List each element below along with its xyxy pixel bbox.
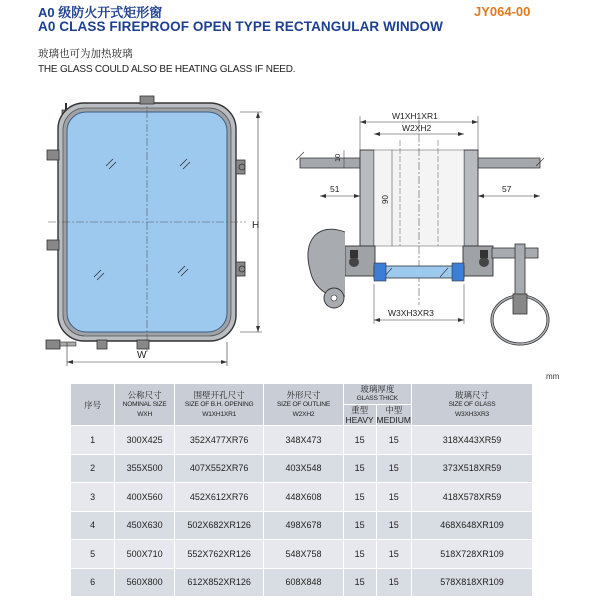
cell-heavy: 15 xyxy=(343,511,376,540)
dim-10: 10 xyxy=(333,153,342,162)
header-nominal-en: NOMINAL SIZE xyxy=(122,400,167,408)
header-no: 序号 xyxy=(71,384,115,426)
cell-outline: 498X678 xyxy=(264,511,343,540)
spec-table xyxy=(70,383,533,597)
cell-nominal: 355X500 xyxy=(115,454,175,483)
table-row xyxy=(71,426,533,455)
model-code: JY064-00 xyxy=(474,4,531,19)
title-en: A0 CLASS FIREPROOF OPEN TYPE RECTANGULAR WINDOW xyxy=(38,19,443,34)
cell-no: 1 xyxy=(71,426,115,455)
unit-label: mm xyxy=(546,372,560,381)
cell-glass: 373X518XR59 xyxy=(412,454,533,483)
cell-no: 3 xyxy=(71,483,115,512)
header-medium: 中型MEDIUM xyxy=(376,405,412,425)
cell-opening: 612X852XR126 xyxy=(174,568,264,597)
cell-nominal: 560X800 xyxy=(115,568,175,597)
cell-no: 4 xyxy=(71,511,115,540)
cell-heavy: 15 xyxy=(343,483,376,512)
header-nominal xyxy=(115,384,175,426)
cell-medium: 15 xyxy=(376,454,411,483)
table-row xyxy=(71,483,533,512)
dim-w2h2: W2XH2 xyxy=(402,123,432,133)
cell-medium: 15 xyxy=(376,511,411,540)
header-glass xyxy=(412,384,533,426)
header-nominal-cn: 公称尺寸 xyxy=(127,389,162,400)
cell-heavy: 15 xyxy=(343,540,376,569)
header-thick xyxy=(343,384,411,405)
header-opening-sub: W1XH1XR1 xyxy=(202,410,237,418)
header-opening-cn: 围壁开孔尺寸 xyxy=(193,389,245,400)
title-cn: A0 级防火开式矩形窗 xyxy=(38,5,163,20)
table-row xyxy=(71,568,533,597)
note-cn: 玻璃也可为加热玻璃 xyxy=(38,48,133,60)
header-glass-cn: 玻璃尺寸 xyxy=(455,389,490,400)
note-en: THE GLASS COULD ALSO BE HEATING GLASS IF NEED. xyxy=(38,64,296,75)
cell-opening: 552X762XR126 xyxy=(174,540,264,569)
header-glass-sub: W3XH3XR3 xyxy=(455,410,489,418)
cell-opening: 452X612XR76 xyxy=(174,483,264,512)
dim-w-label: W xyxy=(137,350,147,361)
header-outline-cn: 外形尺寸 xyxy=(286,389,321,400)
cell-opening: 502X682XR126 xyxy=(174,511,264,540)
cell-medium: 15 xyxy=(376,483,411,512)
cell-medium: 15 xyxy=(376,426,411,455)
cell-outline: 403X548 xyxy=(264,454,343,483)
cell-medium: 15 xyxy=(376,540,411,569)
dim-w3h3r3: W3XH3XR3 xyxy=(388,308,434,318)
cell-outline: 608X848 xyxy=(264,568,343,597)
header-glass-en: SIZE OF GLASS xyxy=(448,400,496,408)
header-opening-en: SIZE OF B.H. OPENING xyxy=(184,400,254,408)
header-outline-sub: W2XH2 xyxy=(292,410,315,418)
header-thick-en: GLASS THICK xyxy=(356,395,398,402)
cell-outline: 348X473 xyxy=(264,426,343,455)
dim-51: 51 xyxy=(330,184,340,194)
dim-w1h1r1: W1XH1XR1 xyxy=(392,111,438,121)
cell-nominal: 300X425 xyxy=(115,426,175,455)
table-row xyxy=(71,511,533,540)
header-nominal-sub: WXH xyxy=(137,410,153,418)
header-outline-en: SIZE OF OUTLINE xyxy=(276,400,331,408)
cell-heavy: 15 xyxy=(343,568,376,597)
cell-opening: 407X552XR76 xyxy=(174,454,264,483)
cell-nominal: 500X710 xyxy=(115,540,175,569)
cell-nominal: 400X560 xyxy=(115,483,175,512)
cell-medium: 15 xyxy=(376,568,411,597)
cell-heavy: 15 xyxy=(343,426,376,455)
front-view xyxy=(46,96,262,366)
header-outline xyxy=(264,384,343,426)
cell-outline: 548X758 xyxy=(264,540,343,569)
cell-no: 5 xyxy=(71,540,115,569)
table-row xyxy=(71,540,533,569)
cell-heavy: 15 xyxy=(343,454,376,483)
section-view xyxy=(296,111,548,344)
header-opening xyxy=(174,384,264,426)
cell-outline: 448X608 xyxy=(264,483,343,512)
cell-glass: 518X728XR109 xyxy=(412,540,533,569)
dim-h-label: H xyxy=(252,220,260,231)
cell-opening: 352X477XR76 xyxy=(174,426,264,455)
header-thick-cn: 玻璃厚度 xyxy=(360,384,395,394)
cell-no: 6 xyxy=(71,568,115,597)
header-heavy: 重型HEAVY xyxy=(343,405,376,426)
cell-glass: 468X648XR109 xyxy=(412,511,533,540)
cell-no: 2 xyxy=(71,454,115,483)
cell-glass: 578X818XR109 xyxy=(412,568,533,597)
dim-90: 90 xyxy=(381,195,390,204)
cell-glass: 418X578XR59 xyxy=(412,483,533,512)
table-row xyxy=(71,454,533,483)
dim-57: 57 xyxy=(502,184,512,194)
cell-glass: 318X443XR59 xyxy=(412,426,533,455)
cell-nominal: 450X630 xyxy=(115,511,175,540)
